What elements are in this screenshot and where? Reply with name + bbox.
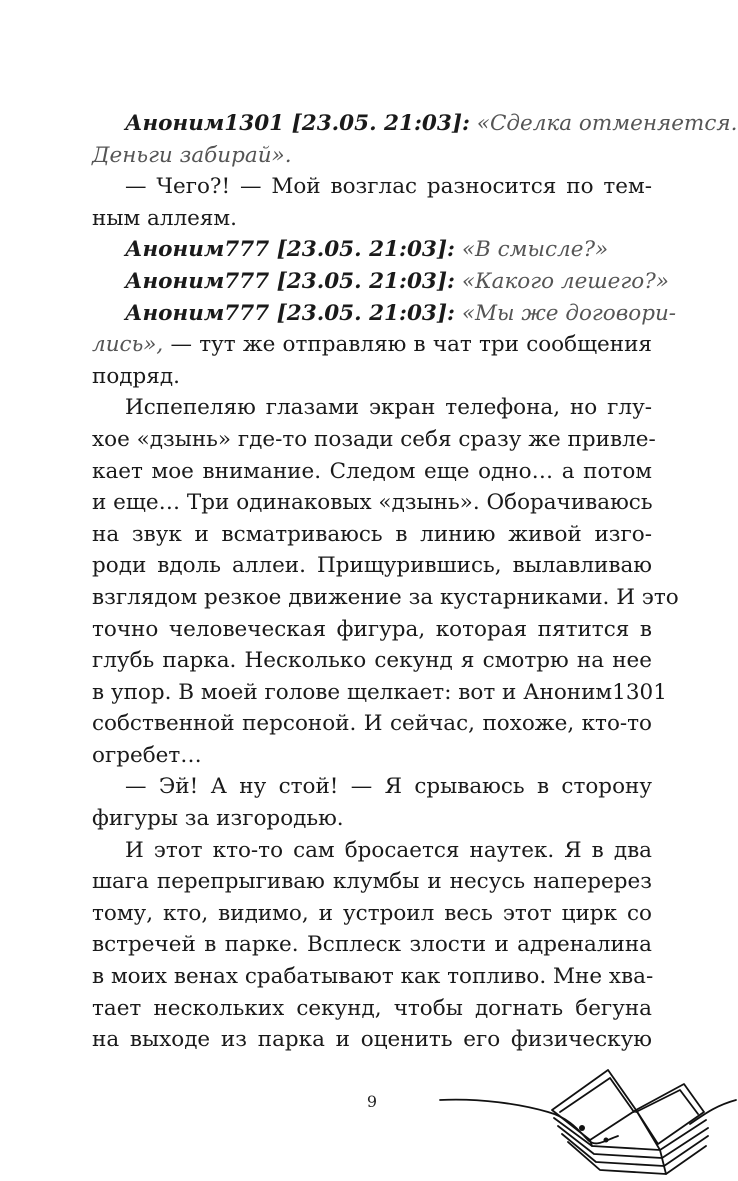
paragraph-text: — тут же отправляю в чат три сообщения: [163, 332, 652, 358]
paragraph-line: ным аллеям.: [92, 205, 237, 231]
paragraph-line: встречей в парке. Всплеск злости и адреналина: [92, 932, 652, 958]
paragraph-line: подряд.: [92, 363, 180, 389]
chat-nick: Аноним1301 [23.05. 21:03]:: [125, 111, 470, 136]
chat-text: «Мы же договори-: [461, 300, 677, 326]
chat-message-4-cont: [92, 329, 652, 361]
paragraph-line: в упор. В моей голове щелкает: вот и Аноним1301: [92, 679, 667, 705]
paragraph-line: тает нескольких секунд, чтобы догнать бегуна: [92, 995, 652, 1021]
chat-nick: Аноним777 [23.05. 21:03]:: [125, 237, 455, 263]
paragraph-line: собственной персоной. И сейчас, похоже, кто-то: [92, 711, 652, 737]
chat-text: «Какого лешего?»: [461, 268, 669, 294]
paragraph-line: точно человеческая фигура, которая пятится в: [92, 616, 652, 642]
chat-nick: Аноним777 [23.05. 21:03]:: [125, 300, 455, 326]
page-number: 9: [366, 1092, 378, 1111]
paragraph-line: огребет…: [92, 742, 202, 768]
book-page-text: [92, 108, 738, 1056]
chat-nick: Аноним777 [23.05. 21:03]:: [125, 268, 455, 294]
paragraph-line: — Чего?! — Мой возглас разносится по тем-: [125, 174, 652, 200]
paragraph-line: фигуры за изгородью.: [92, 806, 344, 832]
open-book-icon: [430, 1040, 738, 1181]
paragraph-line: роди вдоль аллеи. Прищурившись, вылавливаю: [92, 553, 652, 579]
chat-text: лись»,: [92, 332, 164, 358]
chat-message-1-cont: [92, 140, 652, 172]
chat-message-1: [92, 108, 738, 140]
chat-message-4: [92, 298, 677, 330]
paragraph-line: на выходе из парка и оценить его физическую: [92, 1027, 652, 1053]
paragraph-line: хое «дзынь» где-то позади себя сразу же привле-: [92, 426, 656, 452]
paragraph-line: И этот кто-то сам бросается наутек. Я в два: [125, 837, 652, 863]
paragraph-line: шага перепрыгиваю клумбы и несусь наперерез: [92, 869, 652, 895]
paragraph-line: на звук и всматриваюсь в линию живой изго-: [92, 521, 652, 547]
paragraph-line: — Эй! А ну стой! — Я срываюсь в сторону: [125, 774, 652, 800]
paragraph-line: и еще… Три одинаковых «дзынь». Оборачиваюсь: [92, 490, 653, 516]
chat-message-3: [92, 266, 669, 298]
chat-text: «В смысле?»: [461, 237, 609, 263]
paragraph-line: в моих венах срабатывают как топливо. Мне хва-: [92, 964, 654, 990]
paragraph-line: тому, кто, видимо, и устроил весь этот цирк со: [92, 900, 652, 926]
paragraph-line: глубь парка. Несколько секунд я смотрю на нее: [92, 648, 652, 674]
chat-message-2: [92, 234, 652, 266]
chat-text: Деньги забирай».: [92, 142, 292, 168]
chat-text: «Сделка отменяется.: [476, 111, 738, 136]
paragraph-line: кает мое внимание. Следом еще одно… а потом: [92, 458, 652, 484]
paragraph-line: Испепеляю глазами экран телефона, но глу-: [125, 395, 652, 421]
paragraph-line: взглядом резкое движение за кустарниками. И это: [92, 584, 679, 610]
